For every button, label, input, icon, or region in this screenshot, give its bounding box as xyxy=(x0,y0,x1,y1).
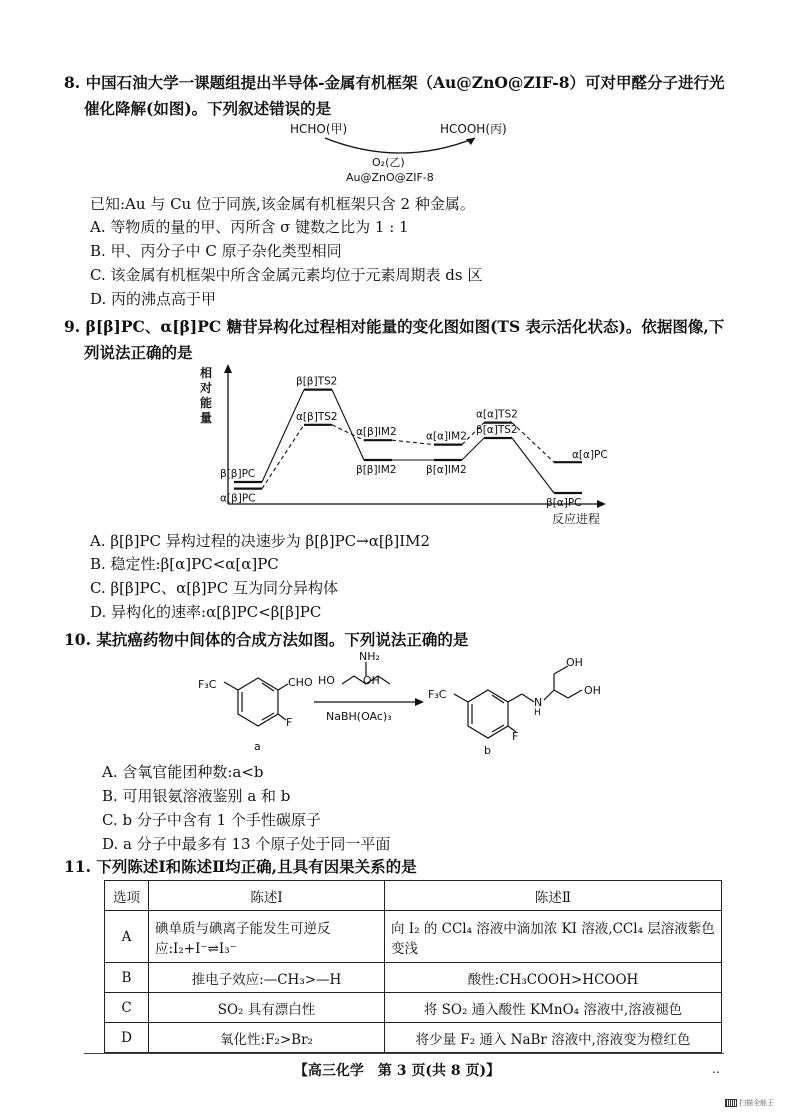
q10-option-d: D. a 分子中最多有 13 个原子处于同一平面 xyxy=(102,835,391,853)
q9-energy-chart xyxy=(196,364,616,530)
b-h-label: H xyxy=(534,708,541,718)
energy-label-0-2: β[β]IM2 xyxy=(356,464,397,476)
energy-connector-1-4 xyxy=(512,423,554,463)
q11-header-row xyxy=(105,881,722,911)
energy-label-0-5: β[α]PC xyxy=(546,497,582,509)
energy-label-1-4: α[α]TS2 xyxy=(476,408,518,421)
b-oh-top: OH xyxy=(566,656,583,669)
q10-arrow-head xyxy=(415,698,424,706)
q10-stem-text: 10. 某抗癌药物中间体的合成方法如图。下列说法正确的是 xyxy=(64,630,469,649)
qr-icon xyxy=(725,1099,737,1107)
series-layer xyxy=(234,390,582,493)
q10-synthesis-scheme xyxy=(196,650,656,758)
watermark-text: 扫描全能王 xyxy=(739,1099,774,1107)
energy-label-0-1: β[β]TS2 xyxy=(296,375,338,388)
y-axis-arrow xyxy=(224,364,232,373)
energy-label-1-1: α[β]TS2 xyxy=(296,410,338,423)
table-row xyxy=(105,1023,722,1053)
row-d-statement-2: 将少量 F₂ 通入 NaBr 溶液中,溶液变为橙红色 xyxy=(385,1023,722,1053)
row-b-statement-2: 酸性:CH₃COOH>HCOOH xyxy=(385,963,722,993)
row-d-statement-1: 氧化性:F₂>Br₂ xyxy=(149,1023,385,1053)
energy-connector-1-0 xyxy=(262,425,304,489)
q10-option-c: C. b 分子中含有 1 个手性碳原子 xyxy=(102,811,321,829)
energy-profile-svg xyxy=(196,364,616,514)
scanner-watermark xyxy=(725,1098,774,1108)
q8-stem xyxy=(64,70,744,122)
q8-option-d: D. 丙的沸点高于甲 xyxy=(90,290,217,308)
header-statement-2: 陈述Ⅱ xyxy=(385,881,722,911)
q11-stem xyxy=(64,854,744,880)
b-oh-bottom: OH xyxy=(584,684,601,697)
q9-xlabel: 反应进程 xyxy=(552,512,601,526)
table-row xyxy=(105,911,722,963)
energy-connector-0-0 xyxy=(262,390,304,482)
footer-divider xyxy=(84,1053,724,1054)
header-option: 选项 xyxy=(105,881,149,911)
row-a-option: A xyxy=(105,911,149,963)
reagent-hoh: HO OH xyxy=(318,674,380,687)
table-row xyxy=(105,993,722,1023)
q8-option-b: B. 甲、丙分子中 C 原子杂化类型相同 xyxy=(90,242,342,260)
q8-option-a: A. 等物质的量的甲、丙所含 σ 键数之比为 1 : 1 xyxy=(90,218,409,236)
q9-stem xyxy=(64,314,744,366)
x-axis-arrow xyxy=(597,500,606,508)
q8-reagent: O₂(乙) xyxy=(372,156,405,169)
q8-stem-line1: 8. 中国石油大学一课题组提出半导体-金属有机框架（Au@ZnO@ZIF-8）可对甲醛分子进行光 xyxy=(64,73,725,92)
q8-known: 已知:Au 与 Cu 位于同族,该金属有机框架只含 2 种金属。 xyxy=(90,195,475,213)
row-c-statement-2: 将 SO₂ 通入酸性 KMnO₄ 溶液中,溶液褪色 xyxy=(385,993,722,1023)
a-f-label: F xyxy=(286,716,293,729)
q9-option-c: C. β[β]PC、α[β]PC 互为同分异构体 xyxy=(90,579,338,597)
row-b-option: B xyxy=(105,963,149,993)
a-cho-label: CHO xyxy=(288,676,313,689)
q8-stem-line2: 催化降解(如图)。下列叙述错误的是 xyxy=(84,99,332,118)
energy-label-0-0: β[β]PC xyxy=(220,468,256,480)
energy-label-1-5: α[α]PC xyxy=(572,449,608,462)
q11-stem-text: 11. 下列陈述Ⅰ和陈述Ⅱ均正确,且具有因果关系的是 xyxy=(64,857,417,876)
q8-catalyst: Au@ZnO@ZIF-8 xyxy=(346,171,434,184)
page-footer: 【高三化学 第 3 页(共 8 页)】 xyxy=(293,1063,501,1079)
energy-connector-0-1 xyxy=(332,390,364,460)
energy-label-1-3: α[α]IM2 xyxy=(426,430,467,443)
footer-dots: .. xyxy=(712,1062,720,1076)
row-d-option: D xyxy=(105,1023,149,1053)
compound-a-ring xyxy=(224,678,288,726)
q10-option-a: A. 含氧官能团种数:a<b xyxy=(102,763,264,781)
b-n-label: N xyxy=(534,696,543,709)
label-compound-b: b xyxy=(484,744,491,757)
reagent-nh2: NH₂ xyxy=(359,650,380,663)
energy-label-1-2: α[β]IM2 xyxy=(356,426,397,439)
table-row xyxy=(105,963,722,993)
q10-option-b: B. 可用银氨溶液鉴别 a 和 b xyxy=(102,787,291,805)
q9-option-b: B. 稳定性:β[α]PC<α[α]PC xyxy=(90,555,279,573)
b-cf3-label: F₃C xyxy=(428,688,447,701)
q8-product: HCOOH(丙) xyxy=(440,122,507,136)
a-cf3-label: F₃C xyxy=(198,678,217,691)
q9-stem-line1: 9. β[β]PC、α[β]PC 糖苷异构化过程相对能量的变化图如图(TS 表示活化状态)。依据图像,下 xyxy=(64,317,725,336)
energy-label-0-3: β[α]IM2 xyxy=(426,464,467,476)
energy-label-1-0: α[β]PC xyxy=(220,492,256,505)
label-compound-a: a xyxy=(254,740,261,753)
b-f-label: F xyxy=(512,730,519,743)
q8-option-c: C. 该金属有机框架中所含金属元素均位于元素周期表 ds 区 xyxy=(90,266,483,284)
q9-option-a: A. β[β]PC 异构过程的决速步为 β[β]PC→α[β]IM2 xyxy=(90,532,431,550)
energy-label-0-4: β[α]TS2 xyxy=(476,424,518,436)
row-a-statement-2: 向 I₂ 的 CCl₄ 溶液中滴加浓 KI 溶液,CCl₄ 层溶液紫色变浅 xyxy=(385,911,722,963)
compound-b-ring xyxy=(454,666,582,738)
q9-option-d: D. 异构化的速率:α[β]PC<β[β]PC xyxy=(90,603,322,621)
row-b-statement-1: 推电子效应:—CH₃>—H xyxy=(149,963,385,993)
q9-stem-line2: 列说法正确的是 xyxy=(84,343,193,362)
row-c-statement-1: SO₂ 具有漂白性 xyxy=(149,993,385,1023)
q10-structures-svg xyxy=(196,650,656,758)
row-a-statement-1: 碘单质与碘离子能发生可逆反应:I₂+I⁻⇌I₃⁻ xyxy=(149,911,385,963)
q8-reaction-scheme xyxy=(290,120,520,188)
q8-reactant: HCHO(甲) xyxy=(290,122,348,136)
header-statement-1: 陈述Ⅰ xyxy=(149,881,385,911)
reagent-nabh: NaBH(OAc)₃ xyxy=(326,710,392,723)
q9-ylabel: 相对能量 xyxy=(200,366,213,425)
row-c-option: C xyxy=(105,993,149,1023)
q11-table xyxy=(104,880,722,1053)
energy-connector-0-4 xyxy=(512,438,554,493)
